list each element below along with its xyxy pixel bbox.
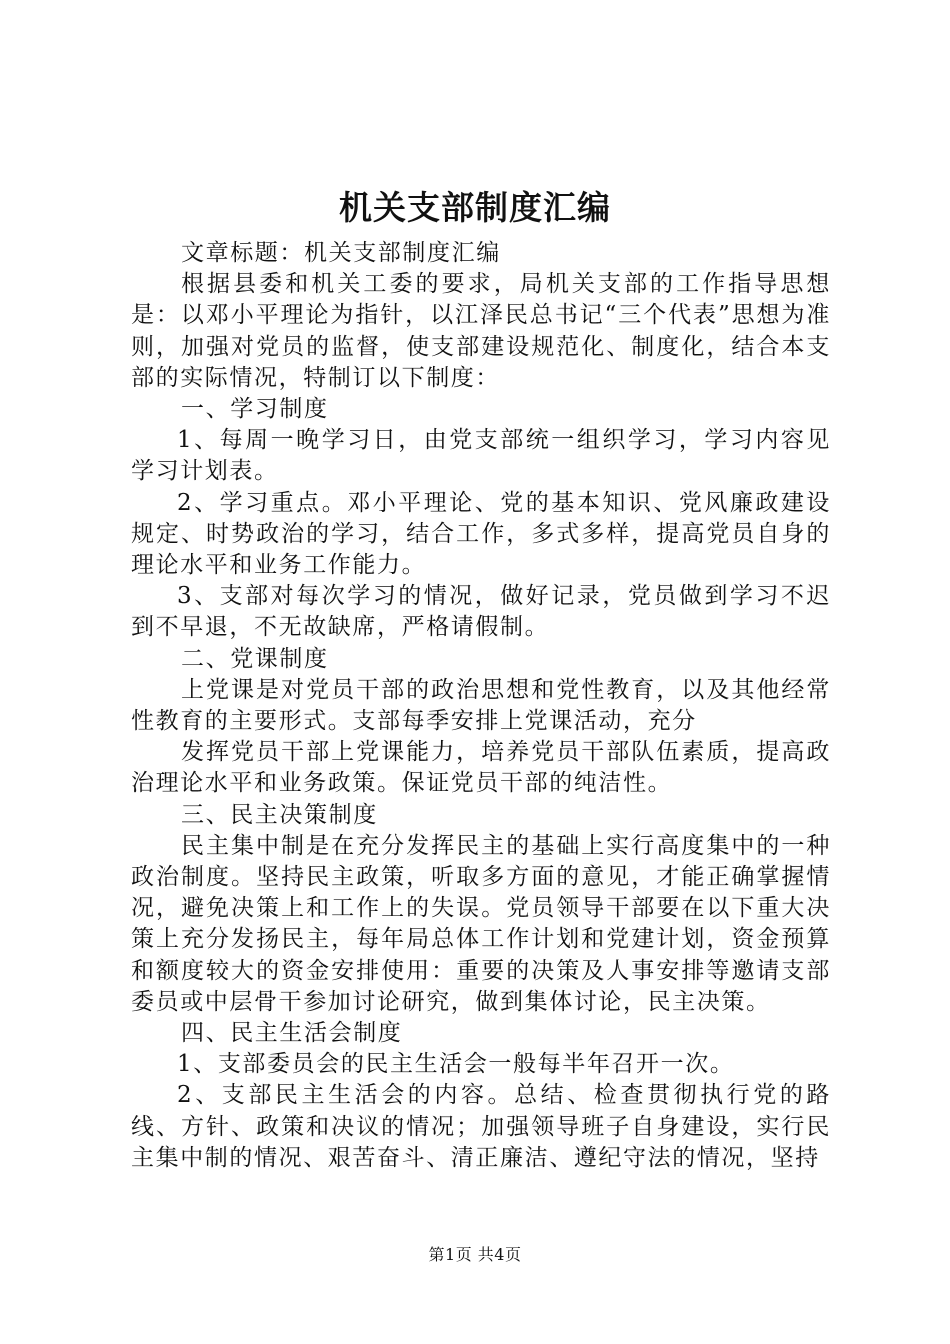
study-item-1: 1、每周一晚学习日，由党支部统一组织学习，学习内容见学习计划表。 <box>131 427 831 485</box>
document-title: 机关支部制度汇编 <box>339 188 611 227</box>
study-item-2: 2、学习重点。邓小平理论、党的基本知识、党风廉政建设规定、时势政治的学习，结合工作，多式多样，提高党员自身的理论水平和业务工作能力。 <box>131 489 831 579</box>
democratic-decision-paragraph: 民主集中制是在充分发挥民主的基础上实行高度集中的一种政治制度。坚持民主政策，听取多方面的意见，才能正确掌握情况，避免决策上和工作上的失误。党员领导干部要在以下重大决策上充分发扬民主，每年局总体工作计划和党建计划，资金预算和额度较大的资金安排使用：重要的决策及人事安排等邀请支部委员或中层骨干参加讨论研究，做到集体讨论，民主决策。 <box>131 832 831 1015</box>
page-footer: 第1页 共4页 <box>428 1245 522 1264</box>
article-title-line: 文章标题：机关支部制度汇编 <box>181 240 501 266</box>
democratic-life-item-1: 1、支部委员会的民主生活会一般每半年召开一次。 <box>177 1051 735 1078</box>
intro-paragraph: 根据县委和机关工委的要求，局机关支部的工作指导思想是：以邓小平理论为指针，以江泽民总书记“三个代表”思想为准则，加强对党员的监督，使支部建设规范化、制度化，结合本支部的实际情况，特制订以下制度： <box>131 271 831 391</box>
document-body <box>131 238 831 1174</box>
section-heading-democratic-life: 四、民主生活会制度 <box>181 1020 403 1047</box>
democratic-life-item-2: 2、支部民主生活会的内容。总结、检查贯彻执行党的路线、方针、政策和决议的情况；加强领导班子自身建设，实行民主集中制的情况、艰苦奋斗、清正廉洁、遵纪守法的情况，坚持 <box>131 1082 831 1171</box>
party-class-paragraph-1: 上党课是对党员干部的政治思想和党性教育，以及其他经常性教育的主要形式。支部每季安排上党课活动，充分 <box>131 676 831 735</box>
study-item-3: 3、支部对每次学习的情况，做好记录，党员做到学习不迟到不早退，不无故缺席，严格请假制。 <box>131 583 831 641</box>
section-heading-study: 一、学习制度 <box>181 396 329 423</box>
section-heading-democratic-decision: 三、民主决策制度 <box>181 801 378 828</box>
party-class-paragraph-2: 发挥党员干部上党课能力，培养党员干部队伍素质，提高政治理论水平和业务政策。保证党员干部的纯洁性。 <box>131 739 831 797</box>
section-heading-party-class: 二、党课制度 <box>181 645 329 672</box>
